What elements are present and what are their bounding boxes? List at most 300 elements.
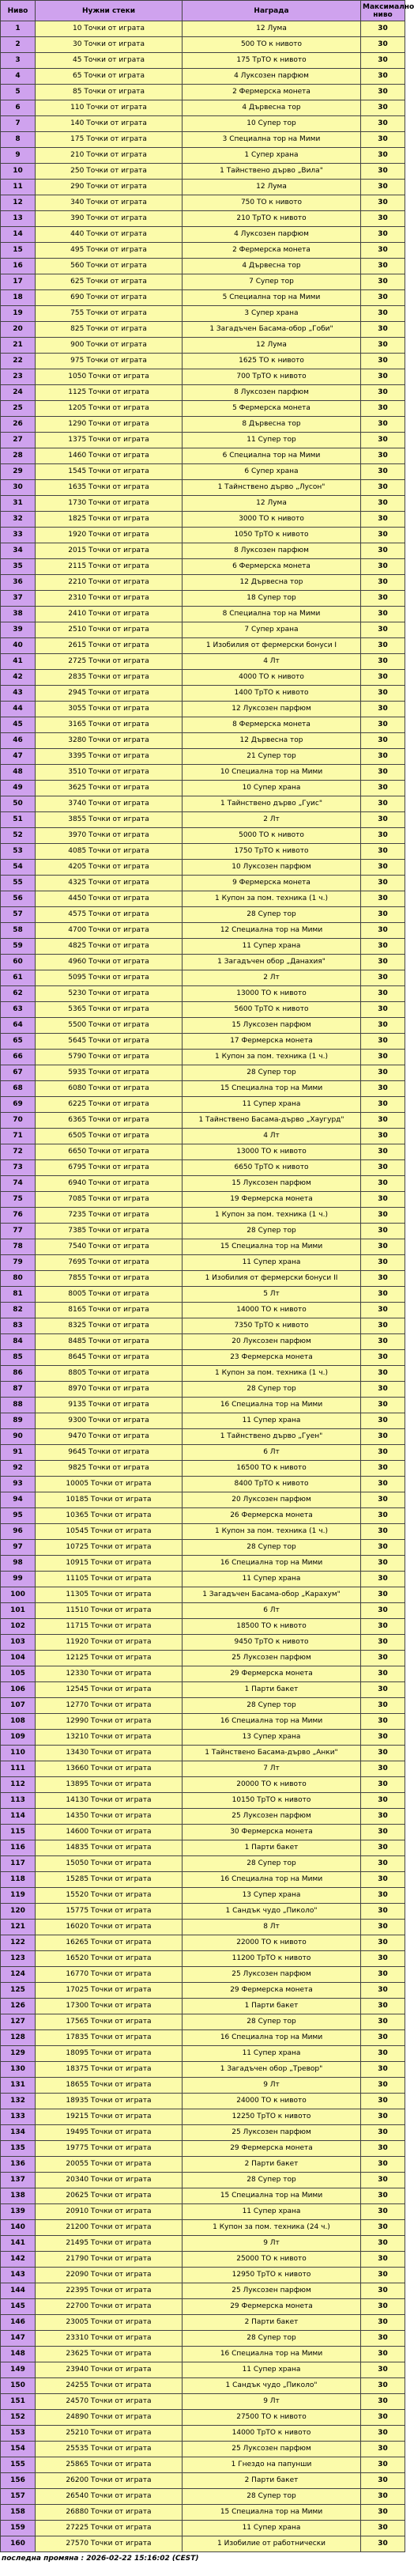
cell-max-level: 30 xyxy=(361,1698,405,1714)
table-row xyxy=(1,164,405,180)
cell-max-level: 30 xyxy=(361,1002,405,1018)
cell-reward: 11 Супер храна xyxy=(183,1097,361,1113)
cell-level: 155 xyxy=(1,2457,36,2473)
cell-max-level: 30 xyxy=(361,2442,405,2457)
cell-points: 4575 Точки от играта xyxy=(36,907,183,923)
table-row xyxy=(1,417,405,433)
cell-level: 107 xyxy=(1,1698,36,1714)
cell-max-level: 30 xyxy=(361,1856,405,1872)
cell-reward: 1 Тайнствено дърво „Вила" xyxy=(183,164,361,180)
table-row xyxy=(1,227,405,243)
cell-points: 825 Точки от играта xyxy=(36,322,183,338)
table-row xyxy=(1,1224,405,1239)
cell-max-level: 30 xyxy=(361,543,405,559)
cell-points: 6940 Точки от играта xyxy=(36,1176,183,1192)
table-row xyxy=(1,2394,405,2410)
cell-level: 44 xyxy=(1,702,36,717)
cell-reward: 27500 ТО к нивото xyxy=(183,2410,361,2426)
table-row xyxy=(1,2410,405,2426)
table-row xyxy=(1,2252,405,2268)
cell-max-level: 30 xyxy=(361,1334,405,1350)
cell-level: 71 xyxy=(1,1129,36,1144)
cell-points: 2310 Точки от играта xyxy=(36,591,183,607)
cell-level: 142 xyxy=(1,2252,36,2268)
table-row xyxy=(1,1935,405,1951)
cell-level: 134 xyxy=(1,2125,36,2141)
table-row xyxy=(1,2299,405,2315)
cell-level: 54 xyxy=(1,860,36,876)
cell-points: 12545 Точки от играта xyxy=(36,1682,183,1698)
cell-reward: 13000 ТО к нивото xyxy=(183,986,361,1002)
table-row xyxy=(1,1382,405,1398)
table-row xyxy=(1,1492,405,1508)
cell-reward: 19 Фермерска монета xyxy=(183,1192,361,1208)
table-row xyxy=(1,654,405,670)
cell-points: 21790 Точки от играта xyxy=(36,2252,183,2268)
cell-max-level: 30 xyxy=(361,1761,405,1777)
cell-reward: 14000 ТрТО к нивото xyxy=(183,2426,361,2442)
cell-points: 1205 Точки от играта xyxy=(36,401,183,417)
cell-reward: 16 Специална тор на Мими xyxy=(183,1714,361,1730)
cell-points: 3165 Точки от играта xyxy=(36,717,183,733)
cell-reward: 1 Изобилия от фермерски бонуси I xyxy=(183,638,361,654)
cell-level: 140 xyxy=(1,2220,36,2236)
cell-reward: 2 Фермерска монета xyxy=(183,243,361,259)
cell-reward: 3 Супер храна xyxy=(183,306,361,322)
cell-level: 2 xyxy=(1,37,36,53)
cell-reward: 25 Луксозен парфюм xyxy=(183,1967,361,1983)
cell-level: 65 xyxy=(1,1034,36,1050)
cell-max-level: 30 xyxy=(361,1429,405,1445)
cell-level: 82 xyxy=(1,1303,36,1318)
cell-reward: 9450 ТрТО к нивото xyxy=(183,1635,361,1651)
table-row xyxy=(1,1524,405,1540)
cell-points: 1545 Точки от играта xyxy=(36,464,183,480)
cell-reward: 28 Супер тор xyxy=(183,2014,361,2030)
cell-level: 68 xyxy=(1,1081,36,1097)
header-points: Нужни стеки xyxy=(36,1,183,21)
cell-level: 27 xyxy=(1,433,36,448)
cell-points: 6795 Точки от играта xyxy=(36,1160,183,1176)
cell-points: 12330 Точки от играта xyxy=(36,1666,183,1682)
cell-level: 158 xyxy=(1,2505,36,2521)
cell-level: 124 xyxy=(1,1967,36,1983)
table-row xyxy=(1,1999,405,2014)
table-row xyxy=(1,1208,405,1224)
cell-points: 7695 Точки от играта xyxy=(36,1255,183,1271)
table-row xyxy=(1,2188,405,2204)
cell-max-level: 30 xyxy=(361,654,405,670)
cell-reward: 11 Супер храна xyxy=(183,2046,361,2062)
cell-level: 64 xyxy=(1,1018,36,1034)
cell-level: 145 xyxy=(1,2299,36,2315)
cell-reward: 6 Супер храна xyxy=(183,464,361,480)
cell-points: 13660 Точки от играта xyxy=(36,1761,183,1777)
cell-level: 26 xyxy=(1,417,36,433)
table-row xyxy=(1,670,405,686)
cell-reward: 28 Супер тор xyxy=(183,1224,361,1239)
cell-level: 153 xyxy=(1,2426,36,2442)
cell-reward: 28 Супер тор xyxy=(183,907,361,923)
cell-max-level: 30 xyxy=(361,2521,405,2536)
cell-max-level: 30 xyxy=(361,1018,405,1034)
cell-level: 5 xyxy=(1,85,36,100)
cell-reward: 11 Супер храна xyxy=(183,939,361,955)
cell-reward: 6 Специална тор на Мими xyxy=(183,448,361,464)
cell-points: 10005 Точки от играта xyxy=(36,1477,183,1492)
table-row xyxy=(1,939,405,955)
cell-points: 9825 Точки от играта xyxy=(36,1461,183,1477)
cell-reward: 16 Специална тор на Мими xyxy=(183,1556,361,1572)
cell-reward: 7 Супер тор xyxy=(183,274,361,290)
cell-level: 11 xyxy=(1,180,36,195)
cell-max-level: 30 xyxy=(361,828,405,844)
table-row xyxy=(1,1144,405,1160)
cell-reward: 9 Лт xyxy=(183,2394,361,2410)
cell-max-level: 30 xyxy=(361,338,405,354)
cell-max-level: 30 xyxy=(361,1097,405,1113)
cell-reward: 4 Дървесна тор xyxy=(183,100,361,116)
cell-max-level: 30 xyxy=(361,2094,405,2109)
table-row xyxy=(1,1872,405,1888)
table-row xyxy=(1,2173,405,2188)
cell-max-level: 30 xyxy=(361,512,405,528)
cell-level: 139 xyxy=(1,2204,36,2220)
cell-points: 625 Точки от играта xyxy=(36,274,183,290)
cell-level: 95 xyxy=(1,1508,36,1524)
cell-level: 93 xyxy=(1,1477,36,1492)
cell-level: 61 xyxy=(1,970,36,986)
cell-level: 16 xyxy=(1,259,36,274)
cell-max-level: 30 xyxy=(361,1492,405,1508)
cell-max-level: 30 xyxy=(361,2268,405,2283)
cell-reward: 210 ТрТО к нивото xyxy=(183,211,361,227)
cell-level: 147 xyxy=(1,2331,36,2347)
cell-level: 9 xyxy=(1,148,36,164)
table-row xyxy=(1,480,405,496)
cell-reward: 12 Дървесна тор xyxy=(183,575,361,591)
cell-reward: 5600 ТрТО к нивото xyxy=(183,1002,361,1018)
cell-level: 151 xyxy=(1,2394,36,2410)
table-row xyxy=(1,385,405,401)
table-row xyxy=(1,717,405,733)
cell-reward: 23 Фермерска монета xyxy=(183,1350,361,1366)
cell-reward: 12 Луксозен парфюм xyxy=(183,702,361,717)
table-row xyxy=(1,211,405,227)
cell-level: 18 xyxy=(1,290,36,306)
cell-points: 4825 Точки от играта xyxy=(36,939,183,955)
table-row xyxy=(1,1002,405,1018)
cell-points: 2115 Точки от играта xyxy=(36,559,183,575)
cell-level: 88 xyxy=(1,1398,36,1413)
cell-max-level: 30 xyxy=(361,1034,405,1050)
cell-points: 5790 Точки от играта xyxy=(36,1050,183,1065)
cell-points: 45 Точки от играта xyxy=(36,53,183,69)
table-row xyxy=(1,1129,405,1144)
cell-reward: 700 ТрТО к нивото xyxy=(183,369,361,385)
table-row xyxy=(1,1097,405,1113)
table-row xyxy=(1,2442,405,2457)
table-row xyxy=(1,1176,405,1192)
table-row xyxy=(1,1192,405,1208)
cell-level: 67 xyxy=(1,1065,36,1081)
cell-level: 55 xyxy=(1,876,36,891)
cell-points: 1730 Точки от играта xyxy=(36,496,183,512)
cell-max-level: 30 xyxy=(361,1176,405,1192)
cell-reward: 8 Дървесна тор xyxy=(183,417,361,433)
cell-level: 21 xyxy=(1,338,36,354)
cell-max-level: 30 xyxy=(361,1318,405,1334)
cell-reward: 5 Фермерска монета xyxy=(183,401,361,417)
table-row xyxy=(1,2125,405,2141)
cell-level: 135 xyxy=(1,2141,36,2157)
cell-max-level: 30 xyxy=(361,1746,405,1761)
table-row xyxy=(1,2141,405,2157)
cell-level: 69 xyxy=(1,1097,36,1113)
cell-reward: 6 Лт xyxy=(183,1603,361,1619)
cell-max-level: 30 xyxy=(361,1951,405,1967)
table-row xyxy=(1,1967,405,1983)
cell-points: 19775 Точки от играта xyxy=(36,2141,183,2157)
cell-level: 31 xyxy=(1,496,36,512)
cell-reward: 12 Лума xyxy=(183,338,361,354)
cell-points: 15285 Точки от играта xyxy=(36,1872,183,1888)
table-row xyxy=(1,1556,405,1572)
cell-reward: 5 Специална тор на Мими xyxy=(183,290,361,306)
cell-max-level: 30 xyxy=(361,607,405,622)
cell-max-level: 30 xyxy=(361,1730,405,1746)
cell-max-level: 30 xyxy=(361,2347,405,2362)
cell-reward: 17 Фермерска монета xyxy=(183,1034,361,1050)
cell-max-level: 30 xyxy=(361,1413,405,1429)
table-row xyxy=(1,1730,405,1746)
cell-reward: 5000 ТО к нивото xyxy=(183,828,361,844)
cell-reward: 1 Изобилия от фермерски бонуси II xyxy=(183,1271,361,1287)
cell-reward: 8 Фермерска монета xyxy=(183,717,361,733)
cell-level: 49 xyxy=(1,781,36,796)
cell-max-level: 30 xyxy=(361,433,405,448)
cell-reward: 28 Супер тор xyxy=(183,1065,361,1081)
cell-points: 16520 Точки от играта xyxy=(36,1951,183,1967)
table-row xyxy=(1,702,405,717)
cell-reward: 1 Тайнствено Басама-дърво „Анки" xyxy=(183,1746,361,1761)
cell-points: 140 Точки от играта xyxy=(36,116,183,132)
cell-max-level: 30 xyxy=(361,765,405,781)
table-row xyxy=(1,2378,405,2394)
cell-level: 70 xyxy=(1,1113,36,1129)
cell-level: 51 xyxy=(1,812,36,828)
cell-points: 5230 Точки от играта xyxy=(36,986,183,1002)
cell-max-level: 30 xyxy=(361,1445,405,1461)
table-row xyxy=(1,69,405,85)
table-row xyxy=(1,1540,405,1556)
cell-reward: 2 Парти бакет xyxy=(183,2473,361,2489)
cell-points: 5365 Точки от играта xyxy=(36,1002,183,1018)
cell-max-level: 30 xyxy=(361,1967,405,1983)
table-row xyxy=(1,2521,405,2536)
cell-points: 495 Точки от играта xyxy=(36,243,183,259)
cell-reward: 30 Фермерска монета xyxy=(183,1825,361,1840)
cell-points: 18095 Точки от играта xyxy=(36,2046,183,2062)
cell-points: 26200 Точки от играта xyxy=(36,2473,183,2489)
table-row xyxy=(1,85,405,100)
cell-level: 156 xyxy=(1,2473,36,2489)
cell-max-level: 30 xyxy=(361,1208,405,1224)
table-row xyxy=(1,1587,405,1603)
table-row xyxy=(1,116,405,132)
cell-points: 30 Точки от играта xyxy=(36,37,183,53)
table-row xyxy=(1,986,405,1002)
cell-reward: 1 Тайнствено дърво „Гуис" xyxy=(183,796,361,812)
table-row xyxy=(1,1572,405,1587)
cell-points: 14600 Точки от играта xyxy=(36,1825,183,1840)
cell-points: 975 Точки от играта xyxy=(36,354,183,369)
table-row xyxy=(1,528,405,543)
cell-max-level: 30 xyxy=(361,1239,405,1255)
cell-reward: 1 Купон за пом. техника (24 ч.) xyxy=(183,2220,361,2236)
cell-reward: 28 Супер тор xyxy=(183,2489,361,2505)
cell-reward: 10 Луксозен парфюм xyxy=(183,860,361,876)
cell-level: 119 xyxy=(1,1888,36,1904)
cell-points: 18375 Точки от играта xyxy=(36,2062,183,2078)
cell-reward: 28 Супер тор xyxy=(183,1698,361,1714)
cell-level: 20 xyxy=(1,322,36,338)
cell-points: 12770 Точки от играта xyxy=(36,1698,183,1714)
cell-max-level: 30 xyxy=(361,591,405,607)
cell-level: 7 xyxy=(1,116,36,132)
cell-max-level: 30 xyxy=(361,970,405,986)
table-row xyxy=(1,1065,405,1081)
cell-reward: 15 Специална тор на Мими xyxy=(183,1239,361,1255)
cell-level: 15 xyxy=(1,243,36,259)
cell-max-level: 30 xyxy=(361,290,405,306)
cell-level: 66 xyxy=(1,1050,36,1065)
cell-max-level: 30 xyxy=(361,812,405,828)
table-row xyxy=(1,1904,405,1920)
cell-max-level: 30 xyxy=(361,2046,405,2062)
cell-points: 14835 Точки от играта xyxy=(36,1840,183,1856)
cell-level: 33 xyxy=(1,528,36,543)
cell-reward: 8 Луксозен парфюм xyxy=(183,385,361,401)
table-row xyxy=(1,1461,405,1477)
cell-max-level: 30 xyxy=(361,1287,405,1303)
cell-points: 250 Точки от играта xyxy=(36,164,183,180)
cell-level: 99 xyxy=(1,1572,36,1587)
cell-level: 78 xyxy=(1,1239,36,1255)
table-row xyxy=(1,338,405,354)
cell-points: 4085 Точки от играта xyxy=(36,844,183,860)
cell-level: 157 xyxy=(1,2489,36,2505)
cell-max-level: 30 xyxy=(361,322,405,338)
cell-max-level: 30 xyxy=(361,1224,405,1239)
cell-reward: 25 Луксозен парфюм xyxy=(183,2283,361,2299)
cell-points: 24570 Точки от играта xyxy=(36,2394,183,2410)
cell-level: 17 xyxy=(1,274,36,290)
table-row xyxy=(1,290,405,306)
cell-points: 9300 Точки от играта xyxy=(36,1413,183,1429)
cell-reward: 15 Специална тор на Мими xyxy=(183,1081,361,1097)
cell-points: 110 Точки от играта xyxy=(36,100,183,116)
last-change-note: последна промяна : 2026-02-22 15:16:02 (CEST) xyxy=(2,2555,199,2563)
cell-level: 97 xyxy=(1,1540,36,1556)
cell-reward: 1 Сандък чудо „Пиколо" xyxy=(183,1904,361,1920)
cell-reward: 4 Лт xyxy=(183,1129,361,1144)
cell-max-level: 30 xyxy=(361,1065,405,1081)
cell-max-level: 30 xyxy=(361,1587,405,1603)
cell-points: 1375 Точки от играта xyxy=(36,433,183,448)
cell-reward: 20000 ТО к нивото xyxy=(183,1777,361,1793)
table-row xyxy=(1,2094,405,2109)
cell-reward: 8400 ТрТО к нивото xyxy=(183,1477,361,1492)
cell-reward: 2 Лт xyxy=(183,812,361,828)
cell-level: 133 xyxy=(1,2109,36,2125)
table-row xyxy=(1,1682,405,1698)
cell-level: 34 xyxy=(1,543,36,559)
cell-reward: 25000 ТО к нивото xyxy=(183,2252,361,2268)
cell-max-level: 30 xyxy=(361,2030,405,2046)
cell-level: 47 xyxy=(1,749,36,765)
cell-points: 17835 Точки от играта xyxy=(36,2030,183,2046)
cell-points: 2725 Точки от играта xyxy=(36,654,183,670)
cell-points: 12125 Точки от играта xyxy=(36,1651,183,1666)
table-row xyxy=(1,1508,405,1524)
cell-reward: 1 Купон за пом. техника (1 ч.) xyxy=(183,1524,361,1540)
table-row xyxy=(1,1714,405,1730)
cell-level: 127 xyxy=(1,2014,36,2030)
cell-points: 4325 Точки от играта xyxy=(36,876,183,891)
cell-reward: 175 ТрТО к нивото xyxy=(183,53,361,69)
cell-max-level: 30 xyxy=(361,274,405,290)
cell-reward: 1 Загадъчен обор „Тревор" xyxy=(183,2062,361,2078)
cell-max-level: 30 xyxy=(361,1050,405,1065)
cell-reward: 1 Тайнствено дърво „Гуен" xyxy=(183,1429,361,1445)
cell-max-level: 30 xyxy=(361,1192,405,1208)
cell-level: 90 xyxy=(1,1429,36,1445)
cell-reward: 11 Супер храна xyxy=(183,1413,361,1429)
cell-level: 101 xyxy=(1,1603,36,1619)
cell-points: 1635 Точки от играта xyxy=(36,480,183,496)
cell-level: 58 xyxy=(1,923,36,939)
cell-reward: 1 Парти бакет xyxy=(183,1840,361,1856)
cell-level: 37 xyxy=(1,591,36,607)
cell-points: 14130 Точки от играта xyxy=(36,1793,183,1809)
cell-points: 24255 Точки от играта xyxy=(36,2378,183,2394)
cell-max-level: 30 xyxy=(361,2283,405,2299)
cell-points: 17025 Точки от играта xyxy=(36,1983,183,1999)
cell-reward: 4 Луксозен парфюм xyxy=(183,69,361,85)
table-row xyxy=(1,1113,405,1129)
cell-level: 3 xyxy=(1,53,36,69)
cell-reward: 11 Супер храна xyxy=(183,2521,361,2536)
cell-max-level: 30 xyxy=(361,1255,405,1271)
cell-points: 19215 Точки от играта xyxy=(36,2109,183,2125)
table-row xyxy=(1,2204,405,2220)
table-row xyxy=(1,781,405,796)
cell-reward: 15 Специална тор на Мими xyxy=(183,2188,361,2204)
cell-reward: 750 ТО к нивото xyxy=(183,195,361,211)
cell-level: 87 xyxy=(1,1382,36,1398)
cell-level: 125 xyxy=(1,1983,36,1999)
cell-points: 21200 Точки от играта xyxy=(36,2220,183,2236)
table-row xyxy=(1,1698,405,1714)
cell-points: 2510 Точки от играта xyxy=(36,622,183,638)
cell-max-level: 30 xyxy=(361,480,405,496)
table-row xyxy=(1,860,405,876)
cell-points: 16265 Точки от играта xyxy=(36,1935,183,1951)
cell-reward: 12950 ТрТО к нивото xyxy=(183,2268,361,2283)
cell-max-level: 30 xyxy=(361,2220,405,2236)
cell-points: 23940 Точки от играта xyxy=(36,2362,183,2378)
